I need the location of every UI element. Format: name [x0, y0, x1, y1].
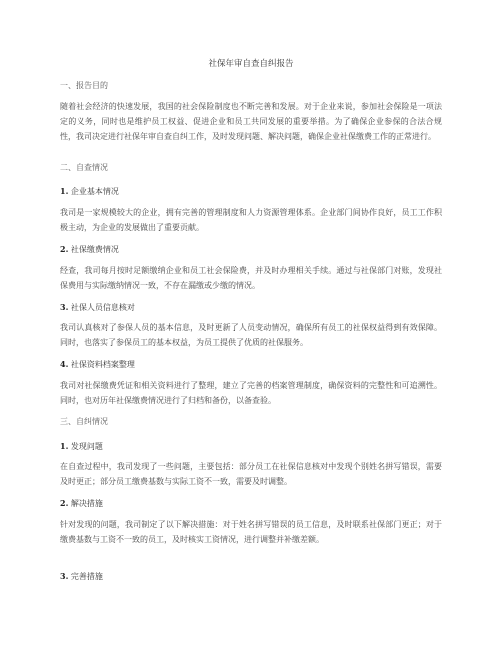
subheading-personnel-info: 3. 社保人员信息核对	[60, 302, 135, 312]
section-heading-purpose: 一、报告目的	[60, 81, 108, 90]
subheading-solutions: 2. 解决措施	[60, 498, 103, 508]
subheading-company-info: 1. 企业基本情况	[60, 186, 119, 196]
paragraph-purpose: 随着社会经济的快速发展，我国的社会保险制度也不断完善和发展。对于企业来说，参加社会保险是一项法定的义务，同时也是维护员工权益、促进企业和员工共同发展的重要举措。为了确保企业参保的合法合规性，我司决定进行社保年审自查自纠工作，及时发现问题、解决问题，确保企业社保缴费工作的正常进行。	[60, 102, 442, 141]
subheading-problems-found: 1. 发现问题	[60, 441, 103, 451]
paragraph-solutions: 针对发现的问题，我司制定了以下解决措施：对于姓名拼写错误的员工信息，及时联系社保部门更正；对于缴费基数与工资不一致的员工，及时核实工资情况，进行调整并补缴差额。	[60, 520, 442, 544]
subheading-label: 社保资料档案整理	[70, 360, 135, 369]
document-title: 社保年审自查自纠报告	[208, 59, 294, 69]
subheading-label: 完善措施	[70, 572, 103, 581]
subheading-label: 企业基本情况	[70, 187, 119, 196]
paragraph-personnel-info: 我司认真核对了参保人员的基本信息，及时更新了人员变动情况，确保所有员工的社保权益得到有效保障。同时，也落实了参保员工的基本权益，为员工提供了优质的社保服务。	[60, 323, 442, 347]
paragraph-company-info: 我司是一家规模较大的企业，拥有完善的管理制度和人力资源管理体系。企业部门间协作良好，员工工作积极主动，为企业的发展做出了重要贡献。	[60, 208, 442, 232]
paragraph-problems-found: 在自查过程中，我司发现了一些问题，主要包括：部分员工在社保信息核对中发现个别姓名拼写错误，需要及时更正；部分员工缴费基数与实际工资不一致，需要及时调整。	[60, 462, 442, 486]
subheading-improvements: 3. 完善措施	[60, 571, 103, 581]
subheading-payment: 2. 社保缴费情况	[60, 244, 119, 254]
subheading-label: 解决措施	[70, 499, 103, 508]
subheading-archives: 4. 社保资料档案整理	[60, 359, 135, 369]
subheading-label: 社保缴费情况	[70, 245, 119, 254]
subheading-label: 发现问题	[70, 442, 103, 451]
section-heading-self-correction: 三、自纠情况	[60, 417, 108, 426]
subheading-label: 社保人员信息核对	[70, 303, 135, 312]
section-heading-self-check: 二、自查情况	[60, 163, 108, 172]
paragraph-archives: 我司对社保缴费凭证和相关资料进行了整理，建立了完善的档案管理制度，确保资料的完整性和可追溯性。同时，也对历年社保缴费情况进行了归档和备份，以备查验。	[60, 381, 442, 405]
paragraph-payment: 经查，我司每月按时足额缴纳企业和员工社会保险费，并及时办理相关手续。通过与社保部门对账，发现社保费用与实际缴纳情况一致，不存在漏缴或少缴的情况。	[60, 266, 442, 290]
